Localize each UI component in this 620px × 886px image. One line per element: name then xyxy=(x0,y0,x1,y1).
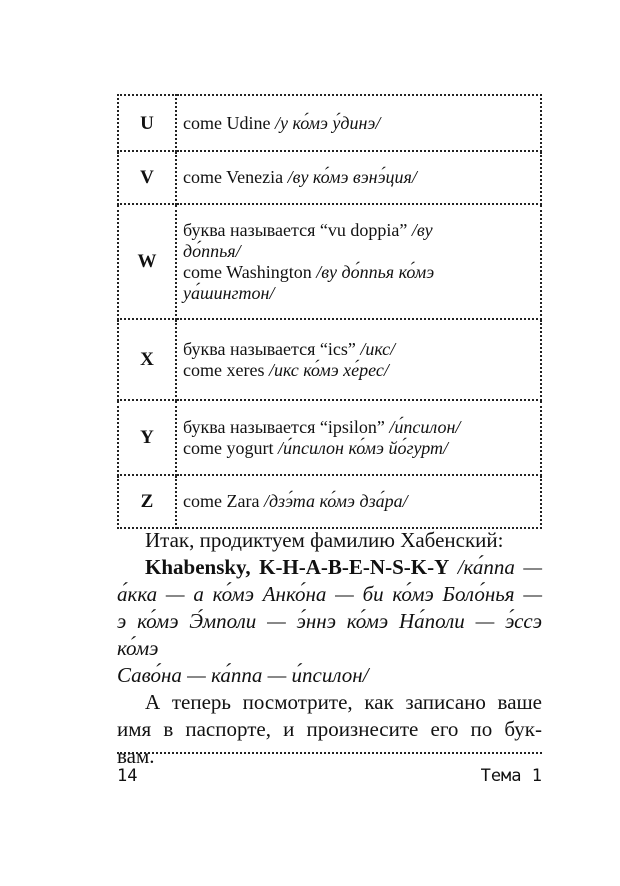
pronunciation-cell xyxy=(176,400,541,475)
table-row xyxy=(118,475,541,528)
table-row xyxy=(118,204,541,319)
pronunciation-line: come Udine /у ко́мэ у́динэ/ xyxy=(183,112,381,133)
intro-line: Итак, продиктуем фамилию Хабенский: xyxy=(145,528,504,552)
example-spelling: Khabensky, K-H-A-B-E-N-S-K-Y xyxy=(145,555,450,579)
table-row xyxy=(118,95,541,151)
letter-cell: V xyxy=(118,151,176,204)
closing-line: А теперь посмотрите, как записано ваше xyxy=(145,690,542,714)
letter-cell: W xyxy=(118,204,176,319)
pronunciation-line: come Venezia /ву ко́мэ вэнэ́ция/ xyxy=(183,167,417,187)
alphabet-table xyxy=(117,94,542,529)
pronunciation-line: уа́шингтон/ xyxy=(183,282,275,303)
pronunciation-line: come yogurt /и́псилон ко́мэ йо́гурт/ xyxy=(183,437,448,458)
example-line: Саво́на — ка́ппа — и́псилон/ xyxy=(117,663,369,687)
pronunciation-line: come Zara /дзэ́та ко́мэ дза́ра/ xyxy=(183,491,408,511)
table-row xyxy=(118,151,541,204)
body-text xyxy=(117,527,542,770)
example-line: а́кка — а ко́мэ Анко́на — би ко́мэ Боло́нья — xyxy=(117,582,542,606)
pronunciation-line: come Washington /ву до́ппья ко́мэ xyxy=(183,261,435,282)
pronunciation-cell xyxy=(176,319,541,400)
page-footer xyxy=(117,766,542,786)
letter-cell: X xyxy=(118,319,176,400)
closing-line: вам. xyxy=(117,744,155,768)
pronunciation-line: буква называется “ics” /икс/ xyxy=(183,338,396,359)
closing-line: имя в паспорте, и произнесите его по бук- xyxy=(117,717,542,741)
section-label: Тема 1 xyxy=(480,766,542,786)
pronunciation-cell xyxy=(176,95,541,151)
example-line: Khabensky, K-H-A-B-E-N-S-K-Y /ка́ппа — xyxy=(145,555,542,579)
pronunciation-line: буква называется “ipsilon” /и́псилон/ xyxy=(183,416,461,437)
pronunciation-line: come xeres /икс ко́мэ хе́рес/ xyxy=(183,359,389,380)
pronunciation-cell xyxy=(176,204,541,319)
footer-divider xyxy=(117,752,542,754)
pronunciation-cell xyxy=(176,475,541,528)
letter-cell: U xyxy=(118,95,176,151)
pronunciation-line: до́ппья/ xyxy=(183,240,241,261)
table-row xyxy=(118,319,541,400)
letter-cell: Y xyxy=(118,400,176,475)
letter-cell: Z xyxy=(118,475,176,528)
table-row xyxy=(118,400,541,475)
page-number: 14 xyxy=(117,766,138,786)
pronunciation-cell xyxy=(176,151,541,204)
example-line: э ко́мэ Э́мполи — э́ннэ ко́мэ На́поли — э́ссэ ко́мэ xyxy=(117,609,542,660)
pronunciation-line: буква называется “vu doppia” /ву xyxy=(183,219,433,240)
